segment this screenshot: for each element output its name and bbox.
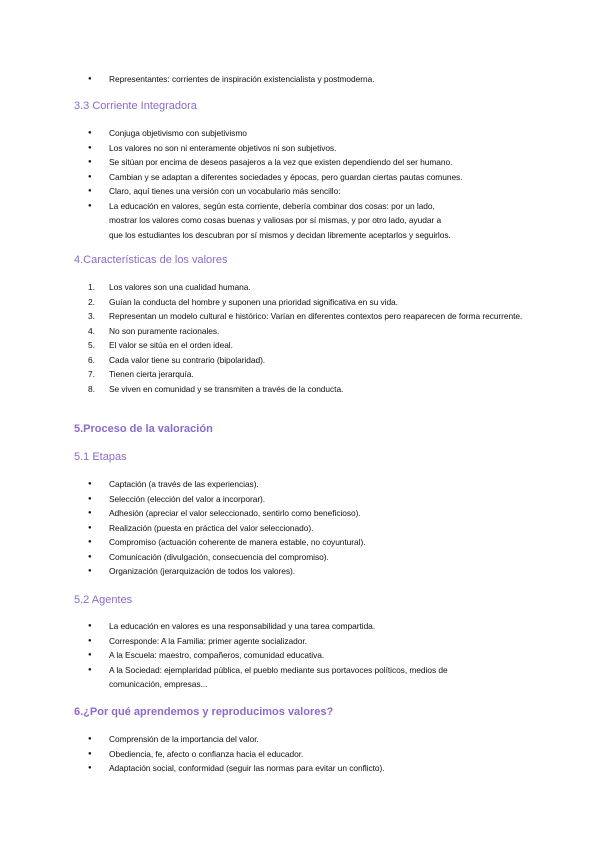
s52-list	[88, 619, 468, 692]
list-item: ● Adaptación social, conformidad (seguir las normas para evitar un conflicto).	[88, 761, 548, 776]
list-item: ● Selección (elección del valor a incorporar).	[88, 492, 548, 507]
item-number: 6.	[88, 354, 95, 365]
list-item	[88, 382, 548, 397]
section-heading-4: 4.Características de los valores	[74, 254, 228, 266]
list-item: ● La educación en valores es una responsabilidad y una tarea compartida.	[88, 619, 468, 634]
item-number: 5.	[88, 340, 95, 350]
section-heading-5-2: 5.2 Agentes	[74, 594, 133, 606]
item-text: El valor se sitúa en el orden ideal.	[109, 340, 233, 350]
list-item	[88, 367, 548, 382]
list-item: ● Corresponde: A la Familia: primer agente socializador.	[88, 634, 468, 649]
item-number: 8.	[88, 383, 95, 394]
list-item: ● A la Escuela: maestro, compañeros, comunidad educativa.	[88, 648, 468, 663]
list-item: ● Los valores no son ni enteramente objetivos ni son subjetivos.	[88, 141, 548, 156]
long-item-line: mostrar los valores como cosas buenas y valiosas por sí mismas, y por otro lado, ayudar a	[109, 215, 442, 225]
list-item: ● Representantes: corrientes de inspiración existencialista y postmoderna.	[88, 72, 548, 87]
item-number: 2.	[88, 296, 95, 307]
list-item: ● Se sitúan por encima de deseos pasajeros a la vez que existen dependiendo del ser humano.	[88, 155, 548, 170]
list-item	[88, 295, 548, 310]
item-text: Cada valor tiene su contrario (bipolaridad).	[109, 354, 266, 365]
s4-list	[88, 280, 548, 396]
list-item: ● Cambian y se adaptan a diferentes sociedades y épocas, pero guardan ciertas pautas comunes.	[88, 170, 548, 185]
list-item: ● Compromiso (actuación coherente de manera estable, no coyuntural).	[88, 535, 548, 550]
item-text: Se viven en comunidad y se transmiten a través de la conducta.	[109, 383, 344, 394]
list-item: ● Realización (puesta en práctica del valor seleccionado).	[88, 521, 548, 536]
section-heading-3-3: 3.3 Corriente Integradora	[74, 100, 197, 112]
section-heading-6: 6.¿Por qué aprendemos y reproducimos valores?	[74, 706, 334, 718]
list-item	[88, 309, 548, 324]
list-item: ● Captación (a través de las experiencias).	[88, 477, 548, 492]
list-item: ● Obediencia, fe, afecto o confianza hacia el educador.	[88, 747, 548, 762]
list-item: ● Comprensión de la importancia del valor.	[88, 732, 548, 747]
list-item-long	[88, 199, 548, 243]
item-number: 3.	[88, 311, 95, 321]
list-item: ● A la Sociedad: ejemplaridad pública, el pueblo mediante sus portavoces políticos, medios de comunicación, empresas...	[88, 663, 468, 692]
list-item: ● Claro, aquí tienes una versión con un vocabulario más sencillo:	[88, 184, 548, 199]
s6-list	[88, 732, 548, 776]
item-number: 1.	[88, 282, 95, 292]
s33-list	[88, 126, 548, 242]
section-heading-5: 5.Proceso de la valoración	[74, 423, 213, 435]
list-item: ● Conjuga objetivismo con subjetivismo	[88, 126, 548, 141]
item-number: 4.	[88, 325, 95, 336]
list-item: ● Comunicación (divulgación, consecuencia del compromiso).	[88, 550, 548, 565]
section-heading-5-1: 5.1 Etapas	[74, 451, 127, 463]
item-text: Guían la conducta del hombre y suponen una prioridad significativa en su vida.	[109, 296, 398, 307]
item-text: Los valores son una cualidad humana.	[109, 282, 251, 292]
intro-list	[88, 72, 548, 87]
item-text: Tienen cierta jerarquía.	[109, 369, 194, 379]
item-text: Representan un modelo cultural e histórico: Varían en diferentes contextos pero reaparecen de forma recurrente.	[109, 311, 523, 321]
s51-list	[88, 477, 548, 579]
list-item: ● Organización (jerarquización de todos los valores).	[88, 564, 548, 579]
item-number: 7.	[88, 369, 95, 379]
long-item-line: La educación en valores, según esta corriente, debería combinar dos cosas: por un lado,	[109, 200, 435, 211]
list-item	[88, 338, 548, 353]
list-item	[88, 280, 548, 295]
item-text: No son puramente racionales.	[109, 325, 220, 336]
list-item	[88, 324, 548, 339]
long-item-line: que los estudiantes los descubran por sí mismos y decidan libremente aceptarlos y seguirlos.	[109, 229, 451, 240]
list-item	[88, 353, 548, 368]
list-item: ● Adhesión (apreciar el valor seleccionado, sentirlo como beneficioso).	[88, 506, 548, 521]
